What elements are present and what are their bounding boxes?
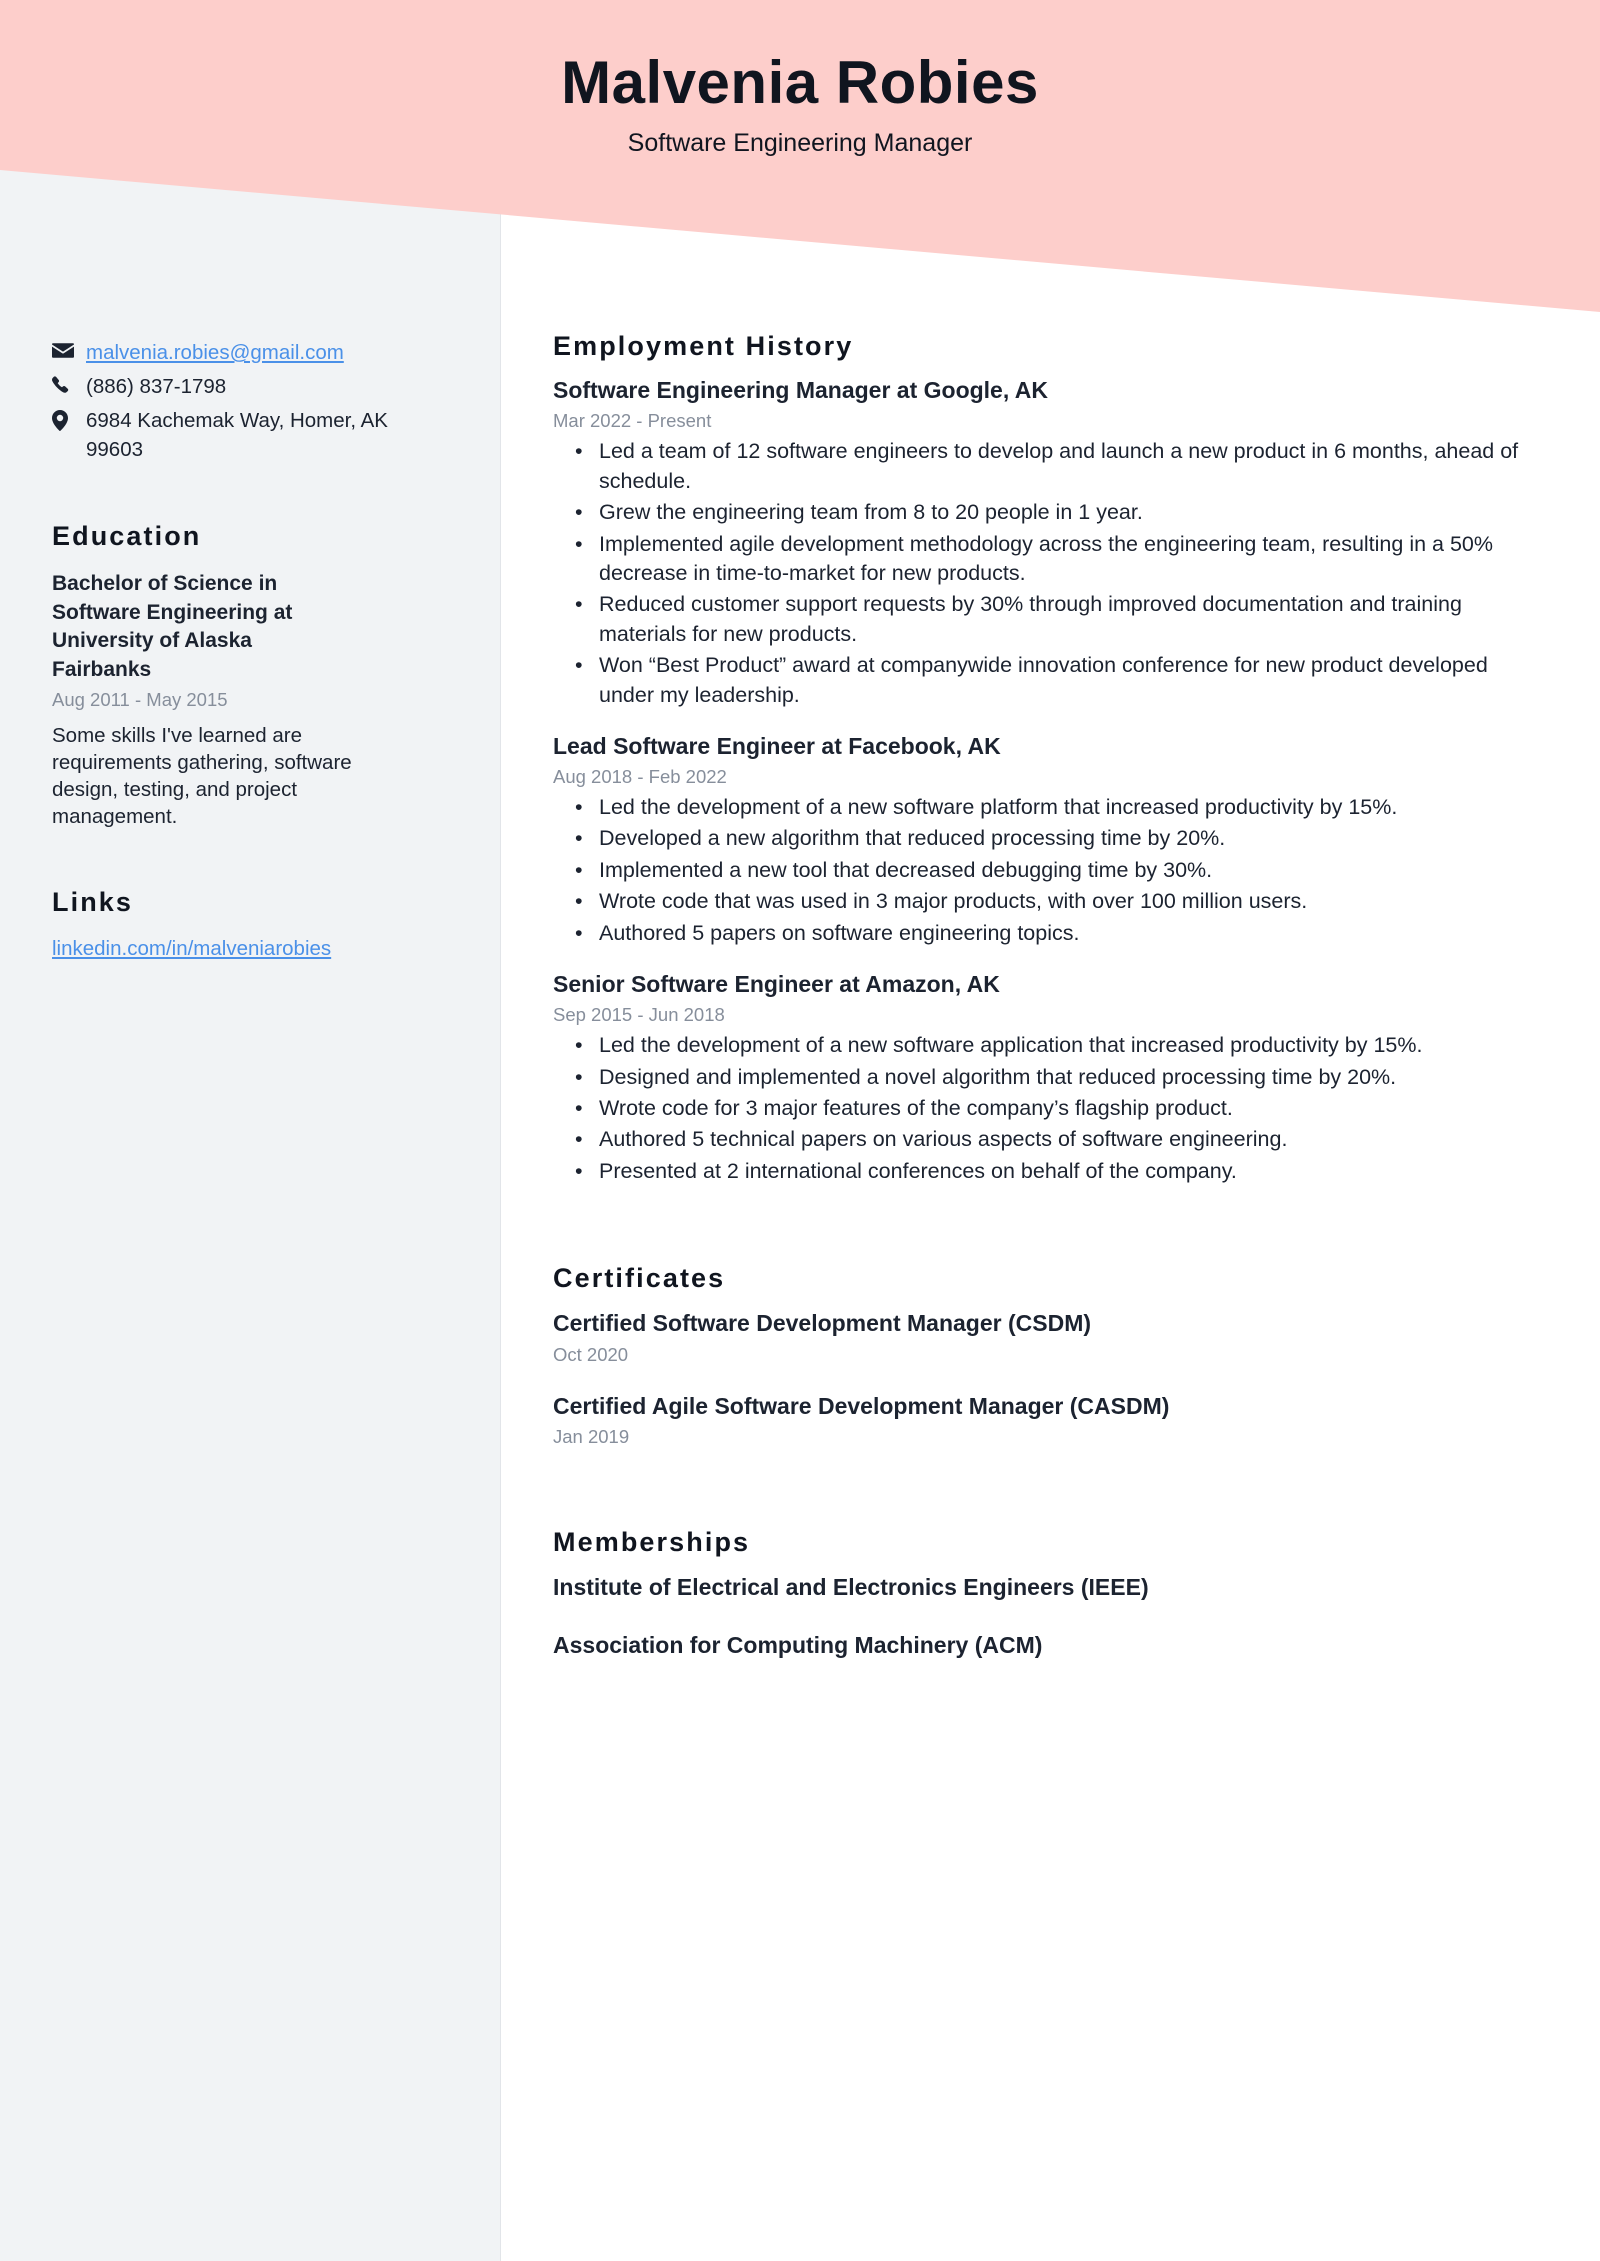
memberships-heading: Memberships xyxy=(553,1527,751,1558)
links-list xyxy=(52,935,452,964)
job-bullet: • Led a team of 12 software engineers to develop and launch a new product in 6 months, ahead of schedule. xyxy=(599,437,1539,496)
email-link[interactable]: malvenia.robies@gmail.com xyxy=(86,341,344,364)
contact-list xyxy=(52,338,452,464)
contact-address-row xyxy=(52,406,452,464)
job-title: Lead Software Engineer at Facebook, AK xyxy=(553,733,1001,760)
certificate-date: Jan 2019 xyxy=(553,1426,630,1448)
membership-item: Institute of Electrical and Electronics Engineers (IEEE) xyxy=(553,1573,1149,1600)
contact-email-row xyxy=(52,338,452,367)
education-heading: Education xyxy=(52,521,202,552)
job-bullet: • Led the development of a new software application that increased productivity by 15%. xyxy=(599,1031,1539,1060)
certificate-date: Oct 2020 xyxy=(553,1343,629,1365)
page-title: Malvenia Robies xyxy=(561,49,1039,116)
main-content xyxy=(553,330,1539,1660)
job-bullets xyxy=(553,437,1539,710)
job-date: Mar 2022 - Present xyxy=(553,410,712,432)
membership-item: Association for Computing Machinery (ACM) xyxy=(553,1631,1043,1658)
job-bullet: • Developed a new algorithm that reduced processing time by 20%. xyxy=(599,824,1539,853)
job-title: Software Engineering Manager at Google, AK xyxy=(553,377,1048,404)
job-bullet: • Won “Best Product” award at companywide innovation conference for new product developed under my leadership. xyxy=(599,651,1539,710)
job-entry xyxy=(553,376,1539,710)
certificate-entry xyxy=(553,1309,1539,1368)
job-bullet: • Authored 5 papers on software engineering topics. xyxy=(599,919,1539,948)
header-subtitle: Software Engineering Manager xyxy=(627,128,973,157)
job-entry xyxy=(553,732,1539,948)
contact-address-value: 6984 Kachemak Way, Homer, AK 99603 xyxy=(86,409,388,462)
job-bullet: • Designed and implemented a novel algorithm that reduced processing time by 20%. xyxy=(599,1063,1539,1092)
job-bullet: • Wrote code that was used in 3 major products, with over 100 million users. xyxy=(599,887,1539,916)
job-bullet: • Reduced customer support requests by 30% through improved documentation and training materials for new products. xyxy=(599,590,1539,649)
education-entry xyxy=(52,570,452,830)
contact-email-value[interactable] xyxy=(86,338,446,367)
links-heading: Links xyxy=(52,886,134,917)
education-date: Aug 2011 - May 2015 xyxy=(52,688,228,710)
contact-phone-value: (886) 837-1798 xyxy=(86,375,227,399)
job-bullet: • Authored 5 technical papers on various aspects of software engineering. xyxy=(599,1125,1539,1154)
job-bullet: • Presented at 2 international conferences on behalf of the company. xyxy=(599,1157,1539,1186)
job-entry xyxy=(553,970,1539,1186)
map-pin-icon xyxy=(52,406,86,431)
certificate-entry xyxy=(553,1392,1539,1451)
job-bullet: • Grew the engineering team from 8 to 20 people in 1 year. xyxy=(599,498,1539,527)
employment-history-heading: Employment History xyxy=(553,331,854,361)
phone-icon xyxy=(52,372,86,396)
education-degree: Bachelor of Science in Software Engineering at University of Alaska Fairbanks xyxy=(52,571,293,682)
linkedin-link[interactable]: linkedin.com/in/malveniarobies xyxy=(52,937,332,961)
envelope-icon xyxy=(52,338,86,359)
job-bullet: • Implemented agile development methodology across the engineering team, resulting in a 50% decrease in time-to-market for new products. xyxy=(599,530,1539,589)
column-divider xyxy=(500,0,501,2261)
job-bullets xyxy=(553,793,1539,948)
sidebar xyxy=(52,338,452,964)
certificate-name: Certified Software Development Manager (CSDM) xyxy=(553,1309,1092,1336)
job-bullets xyxy=(553,1031,1539,1186)
job-title: Senior Software Engineer at Amazon, AK xyxy=(553,971,1000,998)
job-bullet: • Wrote code for 3 major features of the company’s flagship product. xyxy=(599,1094,1539,1123)
job-date: Aug 2018 - Feb 2022 xyxy=(553,766,727,788)
certificate-name: Certified Agile Software Development Manager (CASDM) xyxy=(553,1392,1170,1419)
job-bullet: • Implemented a new tool that decreased debugging time by 30%. xyxy=(599,856,1539,885)
education-description: Some skills I've learned are requirements gathering, software design, testing, and project management. xyxy=(52,723,352,828)
job-date: Sep 2015 - Jun 2018 xyxy=(553,1004,725,1026)
contact-phone-row xyxy=(52,372,452,401)
job-bullet: • Led the development of a new software platform that increased productivity by 15%. xyxy=(599,793,1539,822)
certificates-heading: Certificates xyxy=(553,1263,726,1294)
